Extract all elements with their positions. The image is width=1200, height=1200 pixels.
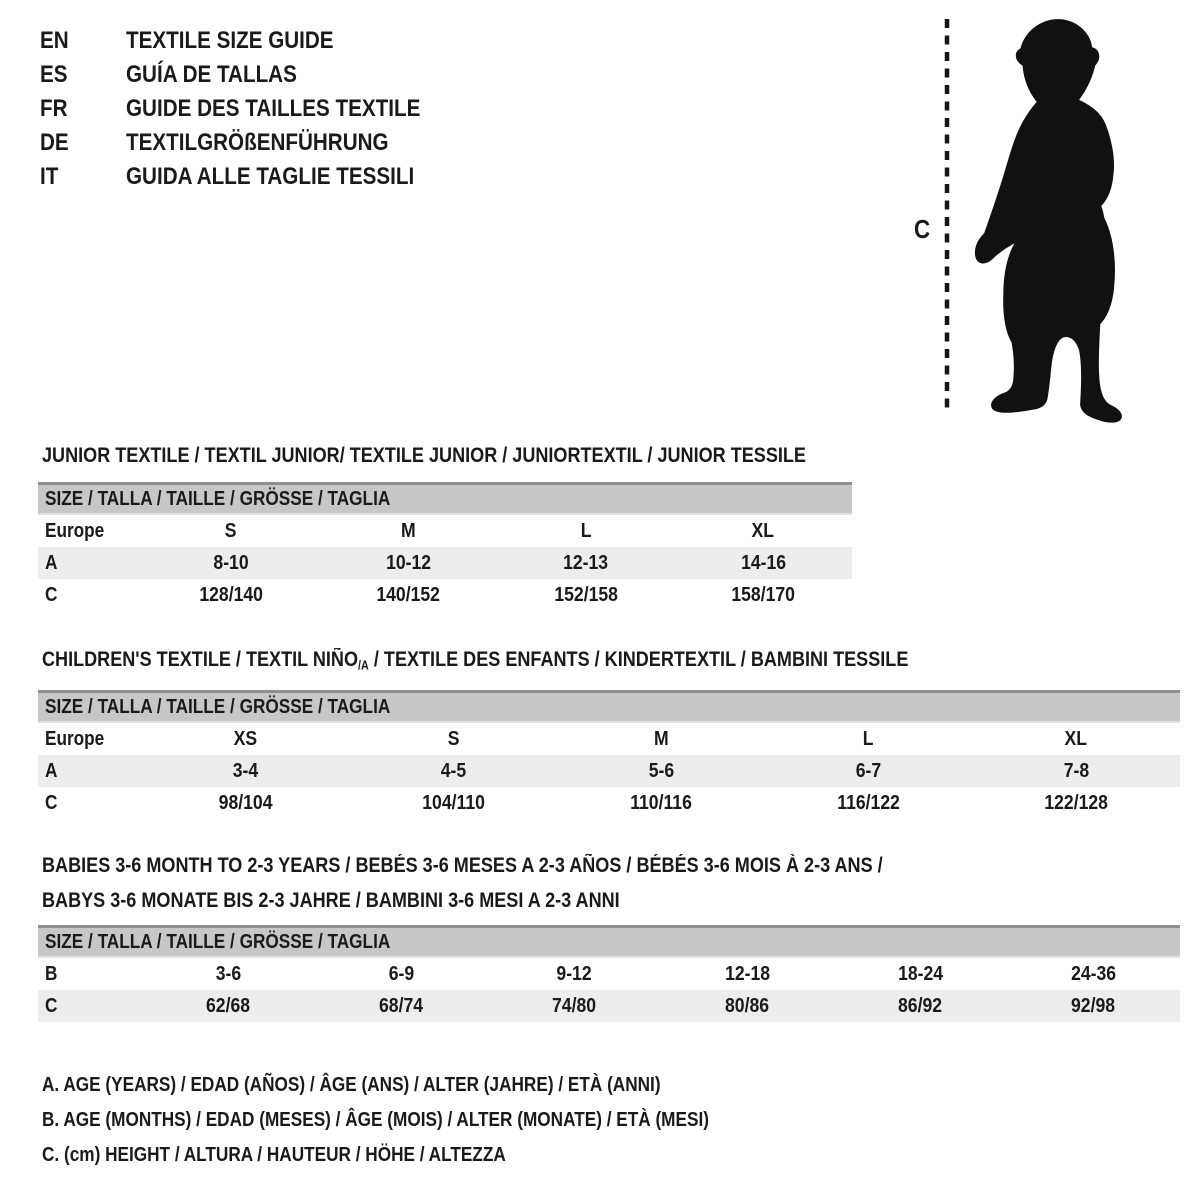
height-measure-label: C (914, 214, 931, 244)
table-row-height (38, 990, 1180, 1022)
table-cell: L (580, 519, 592, 542)
size-table-children (38, 690, 1180, 819)
table-header-band: SIZE / TALLA / TAILLE / GRÖSSE / TAGLIA (38, 925, 1180, 958)
lang-title: GUIDA ALLE TAGLIE TESSILI (126, 163, 415, 190)
row-label: B (45, 962, 58, 985)
table-cell: 98/104 (218, 791, 273, 814)
lang-code: DE (40, 129, 69, 156)
table-cell: 140/152 (376, 583, 441, 606)
lang-row-it (40, 160, 468, 194)
table-cell: 128/140 (198, 583, 263, 606)
table-row-age (38, 755, 1180, 787)
lang-row-fr (40, 92, 468, 126)
row-label: Europe (45, 519, 105, 542)
lang-row-de (40, 126, 468, 160)
row-label: A (45, 551, 58, 574)
lang-title: TEXTILGRÖßENFÜHRUNG (126, 129, 389, 156)
row-label: C (45, 583, 58, 606)
row-label: C (45, 994, 58, 1017)
table-cell: 6-7 (855, 759, 882, 782)
table-row-months (38, 958, 1180, 990)
lang-code: FR (40, 95, 68, 122)
lang-row-es (40, 58, 468, 92)
table-cell: 3-4 (233, 759, 259, 782)
table-cell: 24-36 (1070, 962, 1117, 985)
table-cell: 5-6 (648, 759, 674, 782)
table-row-age (38, 547, 852, 579)
size-table-junior (38, 482, 852, 611)
table-cell: 14-16 (740, 551, 786, 574)
children-section-heading: CHILDREN'S TEXTILE / TEXTIL NIÑO/A / TEXTILE DES ENFANTS / KINDERTEXTIL / BAMBINI TESSILE (42, 648, 909, 673)
table-cell: XL (752, 519, 775, 542)
table-cell: 6-9 (388, 962, 415, 985)
table-row-europe (38, 515, 852, 547)
table-row-height (38, 787, 1180, 819)
legend-line-a: A. AGE (YEARS) / EDAD (AÑOS) / ÂGE (ANS) / ALTER (JAHRE) / ETÀ (ANNI) (42, 1074, 661, 1096)
babies-heading-line2: BABYS 3-6 MONATE BIS 2-3 JAHRE / BAMBINI 3-6 MESI A 2-3 ANNI (42, 889, 620, 912)
lang-code: EN (40, 27, 69, 54)
row-label: Europe (45, 727, 105, 750)
table-cell: 12-13 (563, 551, 609, 574)
table-cell: 80/86 (725, 994, 770, 1017)
table-cell: 62/68 (206, 994, 251, 1017)
table-cell: 110/116 (630, 791, 692, 814)
table-cell: 74/80 (552, 994, 597, 1017)
babies-section-heading (42, 848, 1020, 918)
table-cell: XL (1064, 727, 1088, 750)
babies-heading-line1: BABIES 3-6 MONTH TO 2-3 YEARS / BEBÉS 3-6 MESES A 2-3 AÑOS / BÉBÉS 3-6 MOIS À 2-3 ANS / (42, 854, 883, 877)
table-cell: M (400, 519, 416, 542)
legend (42, 1068, 818, 1173)
table-cell: 9-12 (556, 962, 593, 985)
lang-title: TEXTILE SIZE GUIDE (126, 27, 334, 54)
table-cell: L (863, 727, 874, 750)
table-header-band: SIZE / TALLA / TAILLE / GRÖSSE / TAGLIA (38, 690, 1180, 723)
legend-line-c: C. (cm) HEIGHT / ALTURA / HAUTEUR / HÖHE / ALTEZZA (42, 1144, 506, 1166)
table-cell: 92/98 (1071, 994, 1116, 1017)
table-cell: 3-6 (215, 962, 242, 985)
table-cell: S (224, 519, 237, 542)
table-cell: 158/170 (731, 583, 796, 606)
table-cell: 7-8 (1063, 759, 1089, 782)
table-cell: 116/122 (837, 791, 900, 814)
lang-code: IT (40, 163, 59, 190)
table-cell: S (447, 727, 460, 750)
lang-title: GUÍA DE TALLAS (126, 61, 297, 88)
table-cell: XS (234, 727, 258, 750)
height-dashed-line (942, 16, 952, 418)
row-label: A (45, 759, 58, 782)
language-title-list (40, 24, 468, 194)
lang-code: ES (40, 61, 68, 88)
table-cell: 8-10 (213, 551, 249, 574)
table-cell: 12-18 (724, 962, 771, 985)
table-cell: 10-12 (385, 551, 431, 574)
size-table-babies (38, 925, 1180, 1022)
junior-section-heading: JUNIOR TEXTILE / TEXTIL JUNIOR/ TEXTILE JUNIOR / JUNIORTEXTIL / JUNIOR TESSILE (42, 444, 806, 467)
table-cell: 104/110 (422, 791, 485, 814)
table-cell: 152/158 (553, 583, 618, 606)
baby-silhouette-icon (968, 12, 1170, 426)
lang-row-en (40, 24, 468, 58)
table-cell: M (653, 727, 669, 750)
row-label: C (45, 791, 58, 814)
table-cell: 86/92 (898, 994, 943, 1017)
table-header-band: SIZE / TALLA / TAILLE / GRÖSSE / TAGLIA (38, 482, 852, 515)
legend-line-b: B. AGE (MONTHS) / EDAD (MESES) / ÂGE (MOIS) / ALTER (MONATE) / ETÀ (MESI) (42, 1109, 709, 1131)
heading-subscript: /A (358, 658, 369, 673)
table-cell: 68/74 (379, 994, 424, 1017)
table-cell: 122/128 (1044, 791, 1109, 814)
table-row-height (38, 579, 852, 611)
table-cell: 4-5 (440, 759, 467, 782)
table-row-europe (38, 723, 1180, 755)
table-cell: 18-24 (897, 962, 944, 985)
lang-title: GUIDE DES TAILLES TEXTILE (126, 95, 421, 122)
